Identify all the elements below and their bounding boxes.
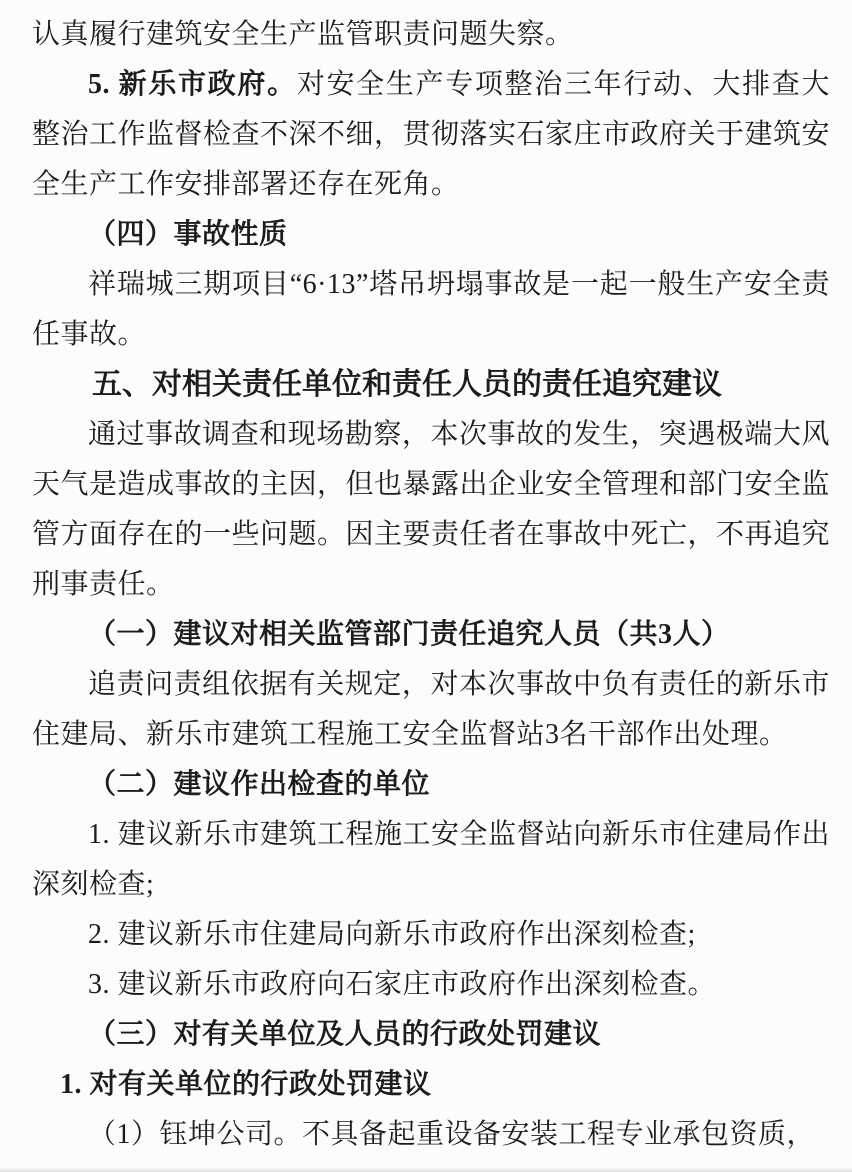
heading-text: 五、对相关责任单位和责任人员的责任追究建议: [92, 368, 722, 401]
heading-section-five-accountability: [32, 360, 830, 410]
paragraph-text: 通过事故调查和现场勘察，本次事故的发生，突遇极端大风天气是造成事故的主因，但也暴露出企业安全管理和部门安全监管方面存在的一些问题。因主要责任者在事故中死亡，不再追究刑事责任。: [32, 419, 831, 600]
heading-units-self-examination: [32, 760, 830, 810]
paragraph-text: 追责问责组依据有关规定，对本次事故中负有责任的新乐市住建局、新乐市建筑工程施工安全监督站3名干部作出处理。: [32, 669, 830, 750]
paragraph-accountability-personnel: [32, 660, 830, 760]
paragraph-text: 2. 建议新乐市住建局向新乐市政府作出深刻检查;: [88, 919, 696, 950]
heading-text: （二）建议作出检查的单位: [88, 769, 431, 800]
scan-edge-artifact: [0, 1167, 852, 1172]
heading-text: （三）对有关单位及人员的行政处罚建议: [88, 1019, 602, 1050]
run-emphasis-label: 5. 新乐市政府。: [88, 69, 297, 100]
paragraph-accident-nature: [32, 260, 830, 360]
heading-text: （四）事故性质: [88, 219, 288, 250]
paragraph-text: 认真履行建筑安全生产监管职责问题失察。: [32, 19, 574, 50]
paragraph-supervision-failure-continuation: [32, 10, 830, 60]
paragraph-investigation-summary: [32, 410, 830, 610]
list-item-examination-2: [32, 910, 830, 960]
paragraph-text: 3. 建议新乐市政府向石家庄市政府作出深刻检查。: [88, 969, 717, 1000]
heading-text: （一）建议对相关监管部门责任追究人员（共3人）: [88, 619, 730, 650]
paragraph-xinle-government: [32, 60, 830, 210]
heading-accountability-personnel: [32, 610, 830, 660]
heading-accident-nature: [32, 210, 830, 260]
paragraph-text: 1. 建议新乐市建筑工程施工安全监督站向新乐市住建局作出深刻检查;: [32, 819, 831, 900]
list-item-examination-1: [32, 810, 830, 910]
heading-text: 1. 对有关单位的行政处罚建议: [60, 1069, 432, 1100]
paragraph-yukun-company: [32, 1110, 830, 1160]
paragraph-text: 对安全生产专项整治三年行动、大排查大整治工作监督检查不深不细，贯彻落实石家庄市政府关于建筑安全生产工作安排部署还存在死角。: [32, 69, 831, 200]
paragraph-text: 祥瑞城三期项目“6·13”塔吊坍塌事故是一起一般生产安全责任事故。: [32, 269, 830, 350]
heading-administrative-penalty: [32, 1010, 830, 1060]
paragraph-text: （1）钰坤公司。不具备起重设备安装工程专业承包资质，: [88, 1119, 816, 1150]
list-item-examination-3: [32, 960, 830, 1010]
heading-unit-penalty: [32, 1060, 830, 1110]
